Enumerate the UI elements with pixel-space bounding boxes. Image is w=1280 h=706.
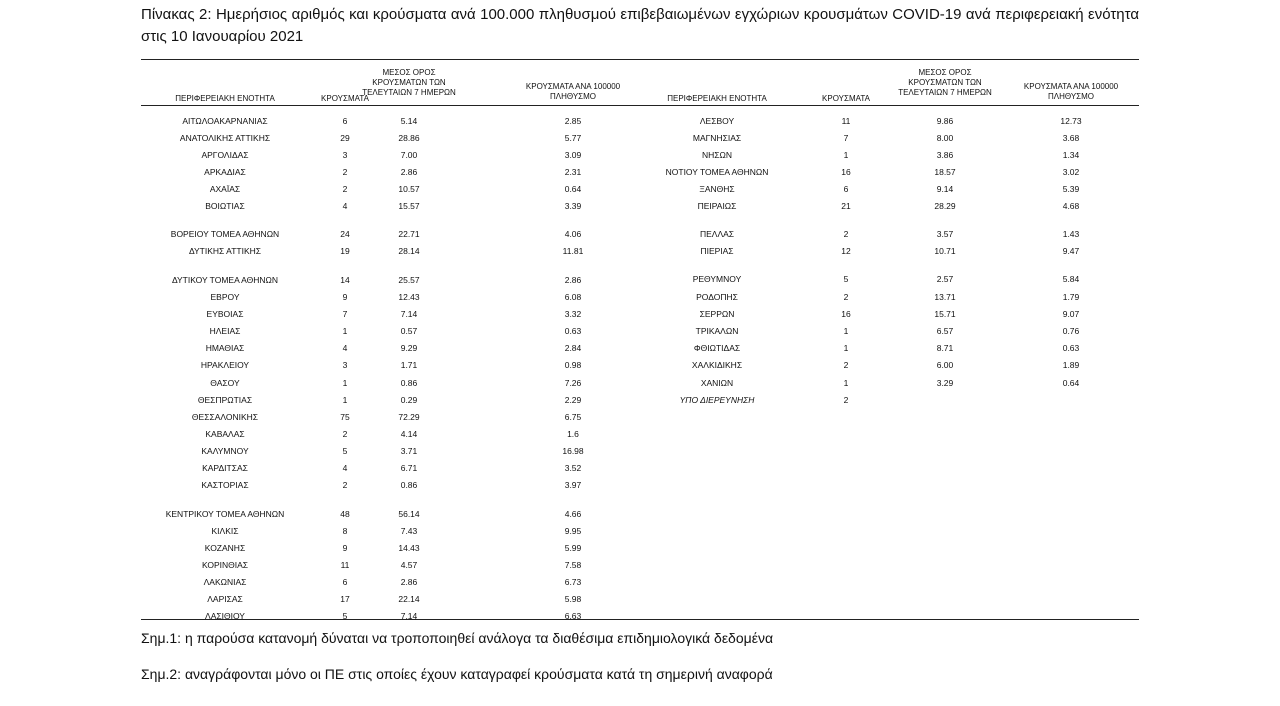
cell-cases: 1: [843, 326, 849, 336]
cell-region: ΘΕΣΣΑΛΟΝΙΚΗΣ: [191, 412, 259, 422]
cell-region: ΤΡΙΚΑΛΩΝ: [695, 326, 739, 336]
cell-avg7: 28.14: [398, 246, 420, 256]
cell-cases: 8: [342, 526, 348, 536]
cell-per100k: 5.99: [564, 543, 582, 553]
cell-region: ΕΥΒΟΙΑΣ: [206, 309, 244, 319]
cell-per100k: 9.07: [1062, 309, 1080, 319]
cell-avg7: 28.86: [398, 133, 420, 143]
cell-per100k: 0.64: [1062, 378, 1080, 388]
cell-per100k: 2.31: [564, 167, 582, 177]
cell-per100k: 6.63: [564, 611, 582, 621]
cell-region: ΧΑΝΙΩΝ: [700, 378, 734, 388]
cell-region: ΚΟΖΑΝΗΣ: [204, 543, 246, 553]
cell-per100k: 1.89: [1062, 360, 1080, 370]
cell-cases: 11: [340, 560, 350, 570]
cell-per100k: 5.39: [1062, 184, 1080, 194]
cell-region: ΘΑΣΟΥ: [210, 378, 240, 388]
cell-cases: 17: [340, 594, 350, 604]
cell-cases: 19: [340, 246, 350, 256]
cell-region: ΥΠΟ ΔΙΕΡΕΥΝΗΣΗ: [679, 395, 755, 405]
cell-region: ΒΟΡΕΙΟΥ ΤΟΜΕΑ ΑΘΗΝΩΝ: [170, 229, 280, 239]
cell-cases: 75: [340, 412, 350, 422]
cell-avg7: 7.43: [400, 526, 418, 536]
cell-region: ΚΟΡΙΝΘΙΑΣ: [201, 560, 249, 570]
cell-avg7: 4.14: [400, 429, 418, 439]
cell-avg7: 7.14: [400, 611, 418, 621]
cell-region: ΜΑΓΝΗΣΙΑΣ: [692, 133, 742, 143]
cell-region: ΠΕΛΛΑΣ: [699, 229, 735, 239]
cell-region: ΘΕΣΠΡΩΤΙΑΣ: [197, 395, 253, 405]
cell-per100k: 5.77: [564, 133, 582, 143]
cell-region: ΦΘΙΩΤΙΔΑΣ: [693, 343, 741, 353]
cell-avg7: 10.57: [398, 184, 420, 194]
cell-region: ΡΟΔΟΠΗΣ: [696, 292, 738, 302]
cell-region: ΚΕΝΤΡΙΚΟΥ ΤΟΜΕΑ ΑΘΗΝΩΝ: [165, 509, 285, 519]
cell-cases: 6: [342, 577, 348, 587]
cell-cases: 7: [342, 309, 348, 319]
cell-per100k: 5.98: [564, 594, 582, 604]
cell-cases: 2: [843, 292, 849, 302]
cell-avg7: 15.57: [398, 201, 420, 211]
header-per100k-left: ΚΡΟΥΣΜΑΤΑ ΑΝΑ 100000 ΠΛΗΘΥΣΜΟ: [525, 82, 621, 101]
cell-cases: 3: [342, 360, 348, 370]
cell-cases: 6: [342, 116, 348, 126]
header-per100k-right: ΚΡΟΥΣΜΑΤΑ ΑΝΑ 100000 ΠΛΗΘΥΣΜΟ: [1023, 82, 1119, 101]
cell-per100k: 3.02: [1062, 167, 1080, 177]
cell-avg7: 13.71: [934, 292, 956, 302]
cell-avg7: 18.57: [934, 167, 956, 177]
cell-per100k: 3.52: [564, 463, 582, 473]
cell-per100k: 0.63: [1062, 343, 1080, 353]
note-2: Σημ.2: αναγράφονται μόνο οι ΠΕ στις οποίες έχουν καταγραφεί κρούσματα κατά τη σημερινή αναφορά: [141, 666, 773, 682]
cell-cases: 12: [841, 246, 851, 256]
cell-cases: 48: [340, 509, 350, 519]
cell-cases: 1: [843, 343, 849, 353]
cell-avg7: 6.71: [400, 463, 418, 473]
cell-region: ΛΕΣΒΟΥ: [699, 116, 735, 126]
table-bottom-rule: [141, 619, 1139, 620]
cell-region: ΧΑΛΚΙΔΙΚΗΣ: [691, 360, 743, 370]
cell-cases: 5: [843, 274, 849, 284]
note-1: Σημ.1: η παρούσα κατανομή δύναται να τροποποιηθεί ανάλογα τα διαθέσιμα επιδημιολογικά δεδομένα: [141, 630, 774, 646]
cell-avg7: 0.29: [400, 395, 418, 405]
cell-cases: 3: [342, 150, 348, 160]
cell-per100k: 0.63: [564, 326, 582, 336]
cell-avg7: 15.71: [934, 309, 956, 319]
cell-avg7: 25.57: [398, 275, 420, 285]
cell-avg7: 3.29: [936, 378, 954, 388]
cell-cases: 16: [841, 167, 851, 177]
cell-per100k: 3.97: [564, 480, 582, 490]
cell-avg7: 3.57: [936, 229, 954, 239]
cell-region: ΔΥΤΙΚΟΥ ΤΟΜΕΑ ΑΘΗΝΩΝ: [171, 275, 279, 285]
cell-cases: 5: [342, 611, 348, 621]
cell-per100k: 9.95: [564, 526, 582, 536]
cell-region: ΝΗΣΩΝ: [701, 150, 733, 160]
cell-avg7: 0.86: [400, 378, 418, 388]
cell-cases: 1: [342, 326, 348, 336]
cell-avg7: 14.43: [398, 543, 420, 553]
cell-cases: 11: [841, 116, 851, 126]
cell-region: ΔΥΤΙΚΗΣ ΑΤΤΙΚΗΣ: [188, 246, 262, 256]
cell-per100k: 12.73: [1060, 116, 1082, 126]
cell-cases: 2: [843, 229, 849, 239]
cell-avg7: 8.00: [936, 133, 954, 143]
cell-avg7: 7.00: [400, 150, 418, 160]
cell-per100k: 2.85: [564, 116, 582, 126]
cell-region: ΑΙΤΩΛΟΑΚΑΡΝΑΝΙΑΣ: [182, 116, 268, 126]
cell-avg7: 9.14: [936, 184, 954, 194]
cell-region: ΗΛΕΙΑΣ: [209, 326, 241, 336]
cell-avg7: 1.71: [400, 360, 418, 370]
cell-region: ΚΑΛΥΜΝΟΥ: [201, 446, 249, 456]
cell-cases: 14: [340, 275, 350, 285]
cell-per100k: 11.81: [562, 246, 584, 256]
cell-region: ΑΡΓΟΛΙΔΑΣ: [201, 150, 249, 160]
cell-per100k: 2.86: [564, 275, 582, 285]
cell-region: ΑΧΑΪΑΣ: [209, 184, 241, 194]
cell-cases: 1: [342, 395, 348, 405]
cell-per100k: 3.09: [564, 150, 582, 160]
cell-region: ΒΟΙΩΤΙΑΣ: [205, 201, 245, 211]
cell-cases: 5: [342, 446, 348, 456]
cell-avg7: 56.14: [398, 509, 420, 519]
cell-avg7: 4.57: [400, 560, 418, 570]
cell-avg7: 2.86: [400, 167, 418, 177]
cell-cases: 21: [841, 201, 851, 211]
cell-per100k: 4.06: [564, 229, 582, 239]
cell-region: ΚΑΡΔΙΤΣΑΣ: [202, 463, 248, 473]
cell-avg7: 22.71: [398, 229, 420, 239]
cell-per100k: 5.84: [1062, 274, 1080, 284]
cell-per100k: 9.47: [1062, 246, 1080, 256]
cell-cases: 1: [843, 150, 849, 160]
cell-per100k: 3.68: [1062, 133, 1080, 143]
cell-per100k: 7.58: [564, 560, 582, 570]
cell-region: ΗΜΑΘΙΑΣ: [205, 343, 245, 353]
table-caption: Πίνακας 2: Ημερήσιος αριθμός και κρούσματα ανά 100.000 πληθυσμού επιβεβαιωμένων εγχώριων κρουσμάτων COVID-19 ανά περιφερειακή ενότητα στις 10 Ιανουαρίου 2021: [141, 6, 1139, 45]
cell-cases: 4: [342, 463, 348, 473]
cell-cases: 2: [342, 167, 348, 177]
cell-cases: 7: [843, 133, 849, 143]
cell-per100k: 7.26: [564, 378, 582, 388]
cell-cases: 4: [342, 343, 348, 353]
cell-cases: 2: [342, 429, 348, 439]
cell-avg7: 7.14: [400, 309, 418, 319]
cell-avg7: 3.86: [936, 150, 954, 160]
cell-per100k: 1.34: [1062, 150, 1080, 160]
cell-per100k: 0.98: [564, 360, 582, 370]
cell-avg7: 10.71: [934, 246, 956, 256]
cell-cases: 1: [843, 378, 849, 388]
cell-avg7: 9.86: [936, 116, 954, 126]
cell-per100k: 0.76: [1062, 326, 1080, 336]
cell-per100k: 2.84: [564, 343, 582, 353]
cell-region: ΛΑΣΙΘΙΟΥ: [205, 611, 245, 621]
cell-region: ΑΡΚΑΔΙΑΣ: [204, 167, 246, 177]
cell-per100k: 3.39: [564, 201, 582, 211]
cell-per100k: 4.66: [564, 509, 582, 519]
cell-avg7: 0.57: [400, 326, 418, 336]
cell-per100k: 6.08: [564, 292, 582, 302]
cell-cases: 2: [843, 395, 849, 405]
cell-avg7: 9.29: [400, 343, 418, 353]
cell-avg7: 3.71: [400, 446, 418, 456]
header-avg7-left: ΜΕΣΟΣ ΟΡΟΣ ΚΡΟΥΣΜΑΤΩΝ ΤΩΝ ΤΕΛΕΥΤΑΙΩΝ 7 ΗΜΕΡΩΝ: [362, 68, 456, 97]
cell-avg7: 28.29: [934, 201, 956, 211]
cell-per100k: 2.29: [564, 395, 582, 405]
cell-per100k: 16.98: [562, 446, 584, 456]
cell-region: ΚΙΛΚΙΣ: [211, 526, 239, 536]
cell-cases: 1: [342, 378, 348, 388]
cell-cases: 2: [342, 480, 348, 490]
cell-region: ΗΡΑΚΛΕΙΟΥ: [200, 360, 250, 370]
cell-region: ΡΕΘΥΜΝΟΥ: [692, 274, 742, 284]
cell-cases: 24: [340, 229, 350, 239]
cell-cases: 9: [342, 292, 348, 302]
cell-cases: 6: [843, 184, 849, 194]
cell-per100k: 6.73: [564, 577, 582, 587]
cell-avg7: 2.86: [400, 577, 418, 587]
cell-avg7: 12.43: [398, 292, 420, 302]
cell-avg7: 22.14: [398, 594, 420, 604]
cell-region: ΣΕΡΡΩΝ: [699, 309, 735, 319]
cell-region: ΚΑΣΤΟΡΙΑΣ: [201, 480, 249, 490]
cell-avg7: 6.00: [936, 360, 954, 370]
cell-cases: 16: [841, 309, 851, 319]
cell-per100k: 1.43: [1062, 229, 1080, 239]
cell-region: ΞΑΝΘΗΣ: [699, 184, 735, 194]
cell-per100k: 4.68: [1062, 201, 1080, 211]
cell-region: ΛΑΚΩΝΙΑΣ: [203, 577, 247, 587]
cell-per100k: 6.75: [564, 412, 582, 422]
cell-cases: 2: [843, 360, 849, 370]
cell-avg7: 5.14: [400, 116, 418, 126]
cell-cases: 4: [342, 201, 348, 211]
header-avg7-right: ΜΕΣΟΣ ΟΡΟΣ ΚΡΟΥΣΜΑΤΩΝ ΤΩΝ ΤΕΛΕΥΤΑΙΩΝ 7 ΗΜΕΡΩΝ: [898, 68, 992, 97]
cell-avg7: 72.29: [398, 412, 420, 422]
cell-region: ΠΕΙΡΑΙΩΣ: [697, 201, 737, 211]
cell-region: ΝΟΤΙΟΥ ΤΟΜΕΑ ΑΘΗΝΩΝ: [665, 167, 769, 177]
cell-per100k: 0.64: [564, 184, 582, 194]
cell-avg7: 8.71: [936, 343, 954, 353]
cell-avg7: 2.57: [936, 274, 954, 284]
cell-per100k: 3.32: [564, 309, 582, 319]
cell-cases: 9: [342, 543, 348, 553]
cell-region: ΛΑΡΙΣΑΣ: [207, 594, 243, 604]
cell-avg7: 6.57: [936, 326, 954, 336]
cell-region: ΠΙΕΡΙΑΣ: [700, 246, 734, 256]
cell-per100k: 1.79: [1062, 292, 1080, 302]
cell-cases: 2: [342, 184, 348, 194]
cell-cases: 29: [340, 133, 350, 143]
cell-region: ΕΒΡΟΥ: [210, 292, 240, 302]
cell-region: ΚΑΒΑΛΑΣ: [205, 429, 245, 439]
cell-avg7: 0.86: [400, 480, 418, 490]
cell-region: ΑΝΑΤΟΛΙΚΗΣ ΑΤΤΙΚΗΣ: [179, 133, 271, 143]
cell-per100k: 1.6: [567, 429, 579, 439]
